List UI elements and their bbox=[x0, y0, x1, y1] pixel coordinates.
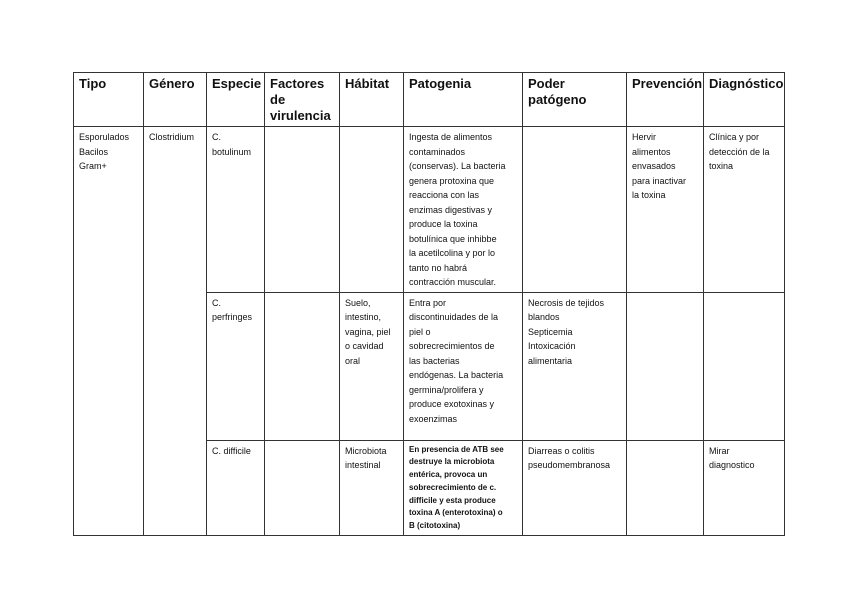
cell-poder-patogeno: Diarreas o colitis pseudomembranosa bbox=[523, 440, 627, 536]
cell-especie: C. perfringes bbox=[207, 292, 265, 440]
cell-genero: Clostridium bbox=[144, 127, 207, 536]
cell-diagnostico: Mirar diagnostico bbox=[704, 440, 785, 536]
cell-diagnostico: Clínica y por detección de la toxina bbox=[704, 127, 785, 293]
cell-habitat: Microbiota intestinal bbox=[340, 440, 404, 536]
header-patogenia: Patogenia bbox=[404, 73, 523, 127]
header-row bbox=[74, 73, 785, 127]
header-poder-patogeno: Poder patógeno bbox=[523, 73, 627, 127]
cell-tipo: Esporulados Bacilos Gram+ bbox=[74, 127, 144, 536]
header-factores-virulencia: Factores de virulencia bbox=[265, 73, 340, 127]
document-table bbox=[73, 72, 785, 536]
cell-patogenia: En presencia de ATB see destruye la microbiota entérica, provoca un sobrecrecimiento de c. difficile y esta produce toxina A (enterotoxina) o B (citotoxina) bbox=[404, 440, 523, 536]
table-row bbox=[74, 127, 785, 293]
cell-especie: C. botulinum bbox=[207, 127, 265, 293]
cell-habitat bbox=[340, 127, 404, 293]
cell-patogenia: Entra por discontinuidades de la piel o sobrecrecimientos de las bacterias endógenas. La bacteria germina/prolifera y produce exotoxinas y exoenzimas bbox=[404, 292, 523, 440]
header-prevencion: Prevención bbox=[627, 73, 704, 127]
header-diagnostico: Diagnóstico bbox=[704, 73, 785, 127]
cell-patogenia: Ingesta de alimentos contaminados (conservas). La bacteria genera protoxina que reacciona con las enzimas digestivas y produce la toxina botulínica que inhibbe la acetilcolina y por lo tanto no habrá contracción muscular. bbox=[404, 127, 523, 293]
cell-poder-patogeno: Necrosis de tejidos blandos Septicemia Intoxicación alimentaria bbox=[523, 292, 627, 440]
header-genero: Género bbox=[144, 73, 207, 127]
header-habitat: Hábitat bbox=[340, 73, 404, 127]
cell-factores bbox=[265, 440, 340, 536]
cell-especie: C. difficile bbox=[207, 440, 265, 536]
header-especie: Especie bbox=[207, 73, 265, 127]
cell-poder-patogeno bbox=[523, 127, 627, 293]
cell-prevencion bbox=[627, 292, 704, 440]
cell-factores bbox=[265, 292, 340, 440]
cell-prevencion: Hervir alimentos envasados para inactivar la toxina bbox=[627, 127, 704, 293]
header-tipo: Tipo bbox=[74, 73, 144, 127]
cell-diagnostico bbox=[704, 292, 785, 440]
cell-habitat: Suelo, intestino, vagina, piel o cavidad oral bbox=[340, 292, 404, 440]
cell-prevencion bbox=[627, 440, 704, 536]
cell-factores bbox=[265, 127, 340, 293]
